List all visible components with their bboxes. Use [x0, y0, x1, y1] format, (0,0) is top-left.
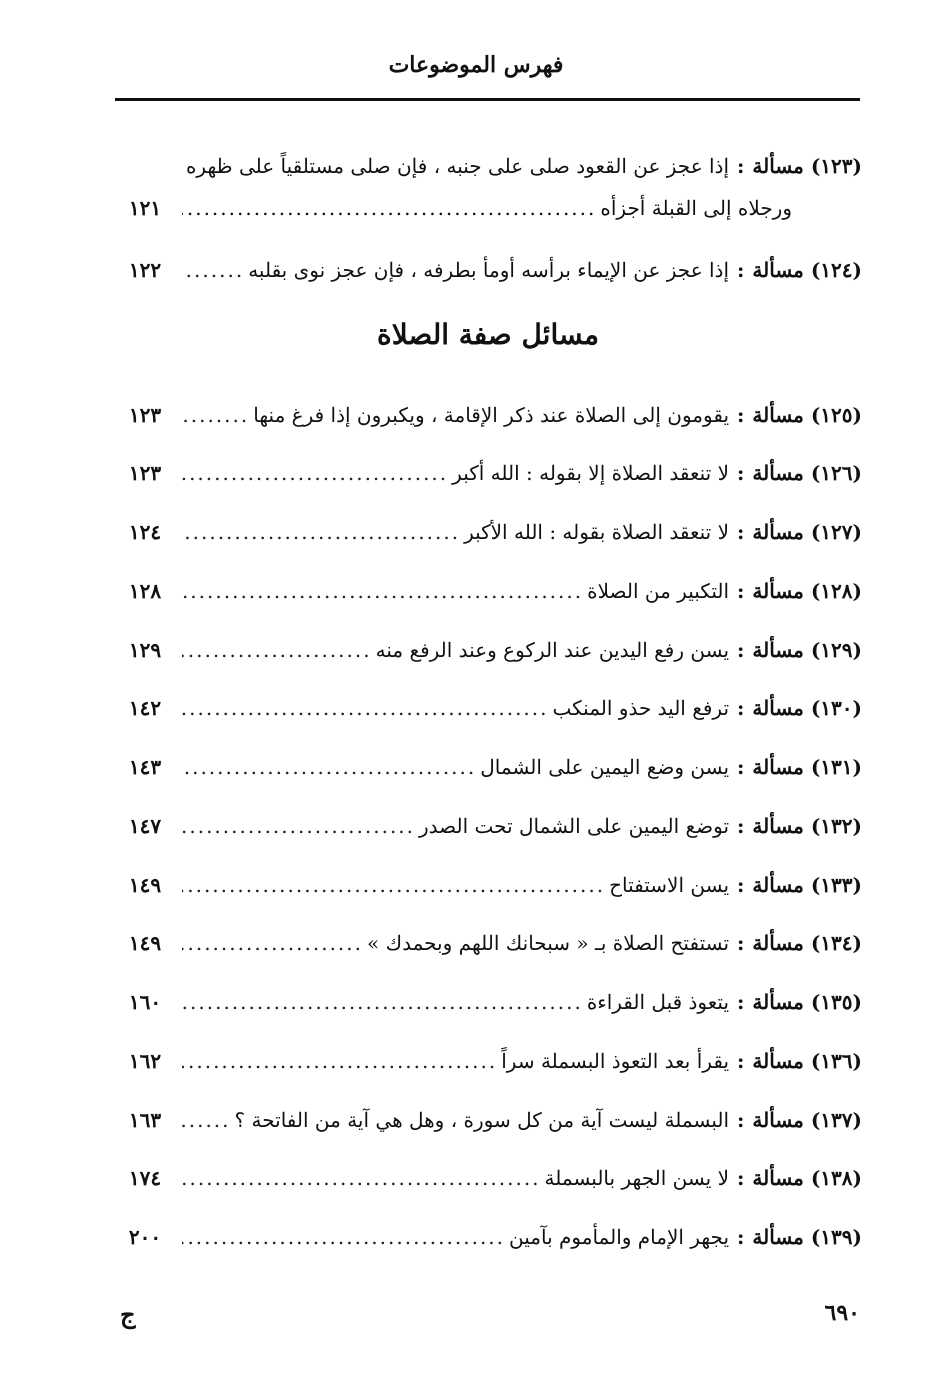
- dot-leader: [182, 696, 549, 720]
- toc-entry-label: (١٣٠) مسألة: [752, 696, 862, 720]
- toc-entry: [110, 1033, 862, 1089]
- toc-entry-separator: :: [737, 873, 745, 897]
- toc-entry-separator: :: [737, 814, 745, 838]
- toc-entry-label: (١٢٧) مسألة: [752, 520, 862, 544]
- dot-leader: [182, 579, 583, 603]
- toc-entry-text: تستفتح الصلاة بـ « سبحانك اللهم وبحمدك »: [367, 931, 730, 955]
- toc-entry-text-cont: ورجلاه إلى القبلة أجزأه: [600, 196, 792, 220]
- dot-leader: [182, 520, 460, 544]
- toc-entry: [110, 915, 862, 971]
- toc-entry-text: ترفع اليد حذو المنكب: [552, 696, 730, 720]
- toc-entry-text: لا يسن الجهر بالبسملة: [544, 1166, 730, 1190]
- toc-entry: [110, 974, 862, 1030]
- toc-entry: [110, 445, 862, 501]
- toc-entry-label: (١٣٢) مسألة: [752, 814, 862, 838]
- toc-entry: [110, 798, 862, 854]
- dot-leader: [182, 1108, 231, 1132]
- toc-entry-page: ١٦٣: [128, 1108, 162, 1132]
- toc-entry: [110, 622, 862, 678]
- toc-entry-text: التكبير من الصلاة: [587, 579, 730, 603]
- toc-entry: [110, 1092, 862, 1148]
- toc-entry-separator: :: [737, 931, 745, 955]
- toc-entry-label: (١٣٥) مسألة: [752, 990, 862, 1014]
- toc-entry-separator: :: [737, 520, 745, 544]
- toc-entry-page: ١٤٧: [128, 814, 162, 838]
- toc-entry-separator: :: [737, 1049, 745, 1073]
- toc-entry-text: إذا عجز عن القعود صلى على جنبه ، فإن صلى مستلقياً على ظهره: [185, 154, 730, 178]
- toc-entry-separator: :: [737, 154, 745, 178]
- toc-entry-label: (١٣٩) مسألة: [752, 1225, 862, 1249]
- dot-leader: [182, 1049, 497, 1073]
- toc-entry: [110, 242, 862, 298]
- toc-entry-separator: :: [737, 990, 745, 1014]
- toc-entry-label: (١٣٦) مسألة: [752, 1049, 862, 1073]
- footer-page-number: ٦٩٠: [824, 1300, 860, 1326]
- toc-entry-separator: :: [737, 403, 745, 427]
- toc-entry-text: لا تنعقد الصلاة إلا بقوله : الله أكبر: [452, 461, 730, 485]
- header-rule: [115, 98, 860, 101]
- toc-entry-label: (١٣٤) مسألة: [752, 931, 862, 955]
- toc-entry-separator: :: [737, 696, 745, 720]
- toc-entry-page: ١٢٨: [128, 579, 162, 603]
- dot-leader: [182, 873, 605, 897]
- toc-entry: [110, 1150, 862, 1206]
- dot-leader: [182, 1225, 505, 1249]
- toc-entry-label: (١٣١) مسألة: [752, 755, 862, 779]
- toc-entry-label: (١٣٨) مسألة: [752, 1166, 862, 1190]
- dot-leader: [182, 403, 249, 427]
- toc-entry-separator: :: [737, 461, 745, 485]
- toc-entry-separator: :: [737, 638, 745, 662]
- dot-leader: [182, 931, 363, 955]
- toc-entry-page: ١٢٣: [128, 403, 162, 427]
- toc-entry-label: (١٢٤) مسألة: [752, 258, 862, 282]
- footer-signature: ج: [120, 1300, 136, 1329]
- toc-entry-page: ١٦٠: [128, 990, 162, 1014]
- toc-entry: [110, 504, 862, 560]
- toc-entry-text: توضع اليمين على الشمال تحت الصدر: [419, 814, 730, 838]
- toc-entry-label: (١٢٩) مسألة: [752, 638, 862, 662]
- toc-entry: [110, 387, 862, 443]
- dot-leader: [182, 755, 476, 779]
- toc-entry-line2: [182, 186, 792, 230]
- toc-entry-page: ١٢٢: [128, 258, 162, 282]
- dot-leader: [182, 258, 244, 282]
- toc-entry-label: (١٢٣) مسألة: [752, 154, 862, 178]
- toc-entry-page: ١٢٣: [128, 461, 162, 485]
- toc-entry: [110, 1209, 862, 1265]
- toc-entry-label: (١٢٦) مسألة: [752, 461, 862, 485]
- toc-entry-text: يجهر الإمام والمأموم بآمين: [509, 1225, 730, 1249]
- toc-entry-page: ١٢١: [128, 196, 162, 220]
- toc-entry-label: (١٢٨) مسألة: [752, 579, 862, 603]
- toc-entry-separator: :: [737, 579, 745, 603]
- toc-entry-separator: :: [737, 1166, 745, 1190]
- toc-entry-text: يقرأ بعد التعوذ البسملة سراً: [501, 1049, 730, 1073]
- toc-entry-separator: :: [737, 755, 745, 779]
- toc-entry-page: ١٢٤: [128, 520, 162, 544]
- toc-entry-text: إذا عجز عن الإيماء برأسه أومأ بطرفه ، فإن عجز نوى بقلبه: [248, 258, 730, 282]
- toc-entry-separator: :: [737, 258, 745, 282]
- toc-entry-separator: :: [737, 1108, 745, 1132]
- dot-leader: [182, 196, 596, 220]
- toc-entry-page: ٢٠٠: [128, 1225, 162, 1249]
- toc-entry-page: ١٢٩: [128, 638, 162, 662]
- toc-entry-label: (١٣٣) مسألة: [752, 873, 862, 897]
- toc-entry-line1: [182, 146, 862, 186]
- dot-leader: [182, 461, 448, 485]
- dot-leader: [182, 814, 415, 838]
- toc-entry: [110, 563, 862, 619]
- toc-entry-text: يسن رفع اليدين عند الركوع وعند الرفع منه: [375, 638, 730, 662]
- toc-entry-text: لا تنعقد الصلاة بقوله : الله الأكبر: [464, 520, 730, 544]
- toc-entry-label: (١٢٥) مسألة: [752, 403, 862, 427]
- toc-entry: [110, 739, 862, 795]
- toc-entry-separator: :: [737, 1225, 745, 1249]
- toc-entry-page: ١٦٢: [128, 1049, 162, 1073]
- toc-entry-label: (١٣٧) مسألة: [752, 1108, 862, 1132]
- toc-entry-text: يتعوذ قبل القراءة: [586, 990, 730, 1014]
- toc-entry-text: يقومون إلى الصلاة عند ذكر الإقامة ، ويكبرون إذا فرغ منها: [253, 403, 730, 427]
- dot-leader: [182, 1166, 541, 1190]
- toc-entry: [110, 146, 862, 230]
- toc-entry-text: يسن الاستفتاح: [609, 873, 730, 897]
- section-title: مسائل صفة الصلاة: [377, 318, 599, 351]
- toc-entry-page: ١٤٩: [128, 873, 162, 897]
- toc-entry-text: يسن وضع اليمين على الشمال: [480, 755, 730, 779]
- toc-entry-page: ١٤٢: [128, 696, 162, 720]
- toc-entry-page: ١٧٤: [128, 1166, 162, 1190]
- dot-leader: [182, 990, 583, 1014]
- toc-entry: [110, 857, 862, 913]
- toc-entry-text: البسملة ليست آية من كل سورة ، وهل هي آية من الفاتحة ؟: [234, 1108, 730, 1132]
- toc-entry-page: ١٤٩: [128, 931, 162, 955]
- toc-entry-page: ١٤٣: [128, 755, 162, 779]
- dot-leader: [182, 638, 372, 662]
- page-header-title: فهرس الموضوعات: [388, 52, 564, 78]
- toc-entry: [110, 680, 862, 736]
